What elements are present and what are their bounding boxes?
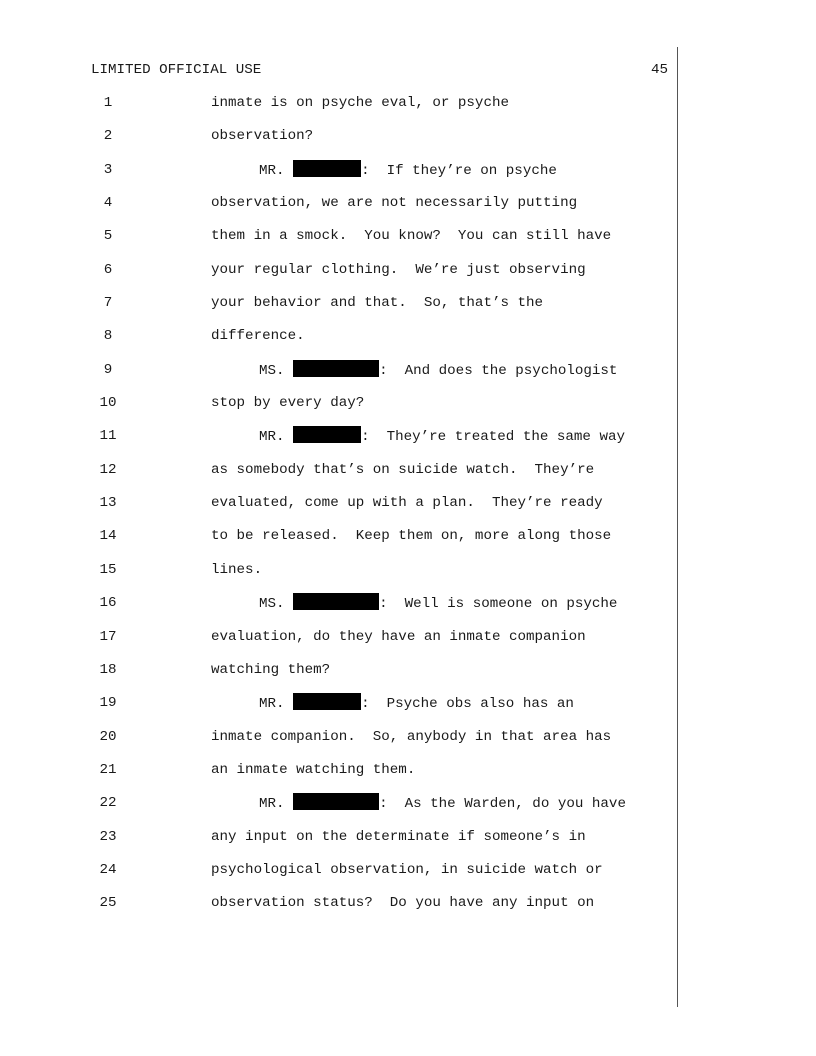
transcript-line — [0, 660, 680, 693]
speaker-line — [259, 693, 574, 714]
redaction-box — [293, 793, 379, 810]
line-text: watching them? — [211, 661, 331, 678]
line-number: 13 — [99, 495, 117, 512]
line-text: observation status? Do you have any input on — [211, 895, 595, 912]
speaker-title: MR. — [259, 429, 294, 446]
line-text: inmate companion. So, anybody in that area has — [211, 728, 612, 745]
line-number: 18 — [99, 661, 117, 678]
redaction-box — [293, 593, 379, 610]
line-text: psychological observation, in suicide watch or — [211, 861, 603, 878]
line-number: 5 — [103, 228, 113, 245]
redaction-box — [293, 360, 379, 377]
line-text: evaluated, come up with a plan. They’re ready — [211, 495, 603, 512]
speaker-title: MR. — [259, 162, 294, 179]
line-number: 9 — [103, 361, 113, 378]
transcript-line — [0, 727, 680, 760]
page-number: 45 — [650, 62, 668, 78]
line-number: 23 — [99, 828, 117, 845]
line-number: 17 — [99, 628, 117, 645]
transcript-line — [0, 793, 680, 826]
transcript-line — [0, 627, 680, 660]
line-number: 22 — [99, 795, 117, 812]
line-number: 2 — [103, 128, 113, 145]
line-number: 8 — [103, 328, 113, 345]
page-header — [91, 60, 668, 80]
line-text: to be released. Keep them on, more along those — [211, 528, 612, 545]
line-text: evaluation, do they have an inmate companion — [211, 628, 586, 645]
speaker-title: MR. — [259, 696, 294, 713]
line-number: 19 — [99, 695, 117, 712]
redaction-box — [293, 426, 361, 443]
line-text: an inmate watching them. — [211, 761, 416, 778]
speaker-title: MS. — [259, 362, 294, 379]
line-text: stop by every day? — [211, 395, 365, 412]
line-number: 14 — [99, 528, 117, 545]
transcript-line — [0, 126, 680, 159]
speaker-line — [259, 793, 626, 814]
transcript-line — [0, 593, 680, 626]
classification-label: LIMITED OFFICIAL USE — [91, 62, 262, 78]
line-number: 24 — [99, 861, 117, 878]
transcript-line — [0, 193, 680, 226]
transcript-line — [0, 293, 680, 326]
line-number: 15 — [99, 561, 117, 578]
line-number: 16 — [99, 595, 117, 612]
line-text: your regular clothing. We’re just observing — [211, 261, 586, 278]
line-text: as somebody that’s on suicide watch. They’re — [211, 461, 595, 478]
transcript-line — [0, 93, 680, 126]
speaker-text: : Well is someone on psyche — [379, 596, 618, 613]
speaker-text: : If they’re on psyche — [361, 162, 557, 179]
transcript-line — [0, 426, 680, 459]
transcript-line — [0, 693, 680, 726]
transcript-line — [0, 260, 680, 293]
speaker-line — [259, 593, 617, 614]
line-text: observation? — [211, 128, 314, 145]
line-text: lines. — [211, 561, 263, 578]
line-number: 3 — [103, 161, 113, 178]
line-number: 10 — [99, 395, 117, 412]
transcript-line — [0, 526, 680, 559]
line-number: 21 — [99, 761, 117, 778]
line-text: observation, we are not necessarily putting — [211, 195, 578, 212]
speaker-text: : Psyche obs also has an — [361, 696, 574, 713]
speaker-text: : They’re treated the same way — [361, 429, 625, 446]
line-number: 20 — [99, 728, 117, 745]
line-number: 7 — [103, 295, 113, 312]
speaker-line — [259, 426, 625, 447]
redaction-box — [293, 693, 361, 710]
transcript-line — [0, 326, 680, 359]
line-text: your behavior and that. So, that’s the — [211, 295, 544, 312]
transcript-line — [0, 560, 680, 593]
speaker-line — [259, 360, 617, 381]
transcript-line — [0, 160, 680, 193]
line-number: 1 — [103, 95, 113, 111]
transcript-body — [0, 93, 680, 927]
speaker-text: : As the Warden, do you have — [379, 796, 626, 813]
transcript-line — [0, 827, 680, 860]
line-text: difference. — [211, 328, 305, 345]
line-text: them in a smock. You know? You can still have — [211, 228, 612, 245]
transcript-line — [0, 360, 680, 393]
transcript-line — [0, 226, 680, 259]
transcript-line — [0, 893, 680, 926]
redaction-box — [293, 160, 361, 177]
line-text: any input on the determinate if someone’s in — [211, 828, 586, 845]
speaker-line — [259, 160, 557, 181]
transcript-line — [0, 393, 680, 426]
speaker-title: MS. — [259, 596, 294, 613]
line-text: inmate is on psyche eval, or psyche — [211, 95, 509, 111]
transcript-line — [0, 760, 680, 793]
line-number: 4 — [103, 195, 113, 212]
line-number: 11 — [99, 428, 117, 445]
transcript-line — [0, 460, 680, 493]
speaker-text: : And does the psychologist — [379, 362, 618, 379]
line-number: 6 — [103, 261, 113, 278]
line-number: 25 — [99, 895, 117, 912]
speaker-title: MR. — [259, 796, 294, 813]
line-number: 12 — [99, 461, 117, 478]
transcript-line — [0, 860, 680, 893]
transcript-line — [0, 493, 680, 526]
